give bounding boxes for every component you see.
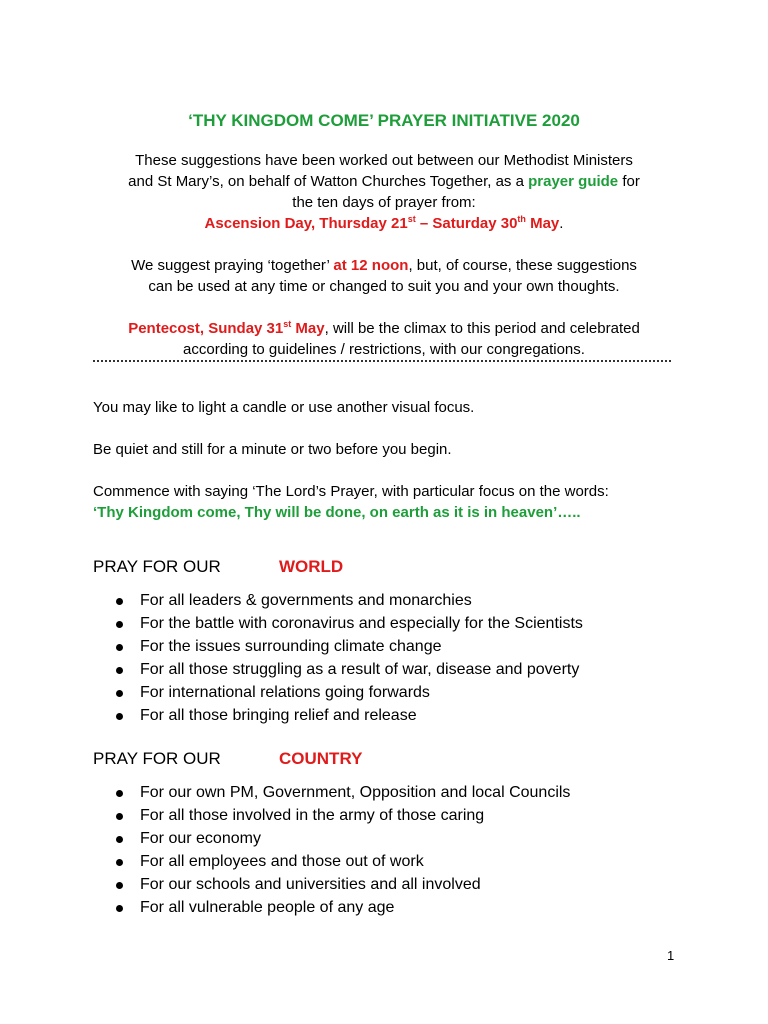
intro-line (80, 276, 688, 297)
list-item: For all vulnerable people of any age (112, 896, 570, 919)
intro-line (80, 150, 688, 171)
pentecost-line (80, 318, 688, 339)
intro-text: according to guidelines / restrictions, with our congregations. (183, 341, 585, 358)
list-item: For the battle with coronavirus and especially for the Scientists (112, 612, 583, 635)
intro-text: and St Mary’s, on behalf of Watton Churches Together, as a (128, 173, 529, 190)
intro-line (80, 255, 688, 276)
list-item: For all those involved in the army of those caring (112, 804, 570, 827)
intro-text: We suggest praying ‘together’ (131, 257, 334, 274)
list-item: For the issues surrounding climate change (112, 635, 583, 658)
instruction-commence: Commence with saying ‘The Lord’s Prayer, with particular focus on the words: (93, 483, 609, 500)
section-keyword: COUNTRY (279, 749, 363, 768)
instruction-quiet: Be quiet and still for a minute or two before you begin. (93, 441, 452, 458)
section-heading-country (93, 749, 362, 769)
list-item: For international relations going forwards (112, 681, 583, 704)
lords-prayer-quote: ‘Thy Kingdom come, Thy will be done, on earth as it is in heaven’….. (93, 504, 581, 521)
list-item: For all those struggling as a result of war, disease and poverty (112, 658, 583, 681)
page-title: ‘THY KINGDOM COME’ PRAYER INITIATIVE 2020 (188, 111, 580, 130)
intro-text: , but, of course, these suggestions (408, 257, 637, 274)
intro-line (80, 171, 688, 192)
section-keyword: WORLD (279, 557, 344, 576)
list-item: For all leaders & governments and monarchies (112, 589, 583, 612)
list-item: For all those bringing relief and release (112, 704, 583, 727)
instructions-block (93, 397, 693, 523)
dotted-divider (93, 360, 671, 362)
section-label: PRAY FOR OUR (93, 749, 221, 768)
section-label: PRAY FOR OUR (93, 557, 221, 576)
date-period: . (559, 215, 564, 232)
noon-highlight: at 12 noon (333, 257, 409, 274)
date-end-suffix: th (517, 214, 526, 224)
list-item: For our own PM, Government, Opposition and local Councils (112, 781, 570, 804)
date-range (80, 213, 688, 234)
list-item: For our economy (112, 827, 570, 850)
prayer-guide-highlight: prayer guide (528, 173, 619, 190)
date-month: May (525, 215, 560, 232)
intro-text: , will be the climax to this period and celebrated (324, 320, 640, 337)
pentecost-suffix: st (283, 319, 292, 329)
intro-text: can be used at any time or changed to suit you and your own thoughts. (148, 278, 620, 295)
list-item: For all employees and those out of work (112, 850, 570, 873)
intro-line (80, 339, 688, 360)
intro-text: the ten days of prayer from: (292, 194, 476, 211)
intro-text: These suggestions have been worked out between our Methodist Ministers (135, 152, 633, 169)
intro-block (80, 150, 688, 360)
page-number: 1 (667, 948, 675, 963)
intro-line (80, 192, 688, 213)
list-item: For our schools and universities and all involved (112, 873, 570, 896)
intro-text: for (618, 173, 640, 190)
date-start: Ascension Day, Thursday 21 (204, 215, 408, 232)
instruction-candle: You may like to light a candle or use another visual focus. (93, 399, 475, 416)
world-prayer-list (112, 589, 583, 727)
date-end: – Saturday 30 (415, 215, 518, 232)
country-prayer-list (112, 781, 570, 919)
date-start-suffix: st (407, 214, 416, 224)
section-heading-world (93, 557, 343, 577)
pentecost-date: Pentecost, Sunday 31 (128, 320, 284, 337)
pentecost-month: May (291, 320, 325, 337)
